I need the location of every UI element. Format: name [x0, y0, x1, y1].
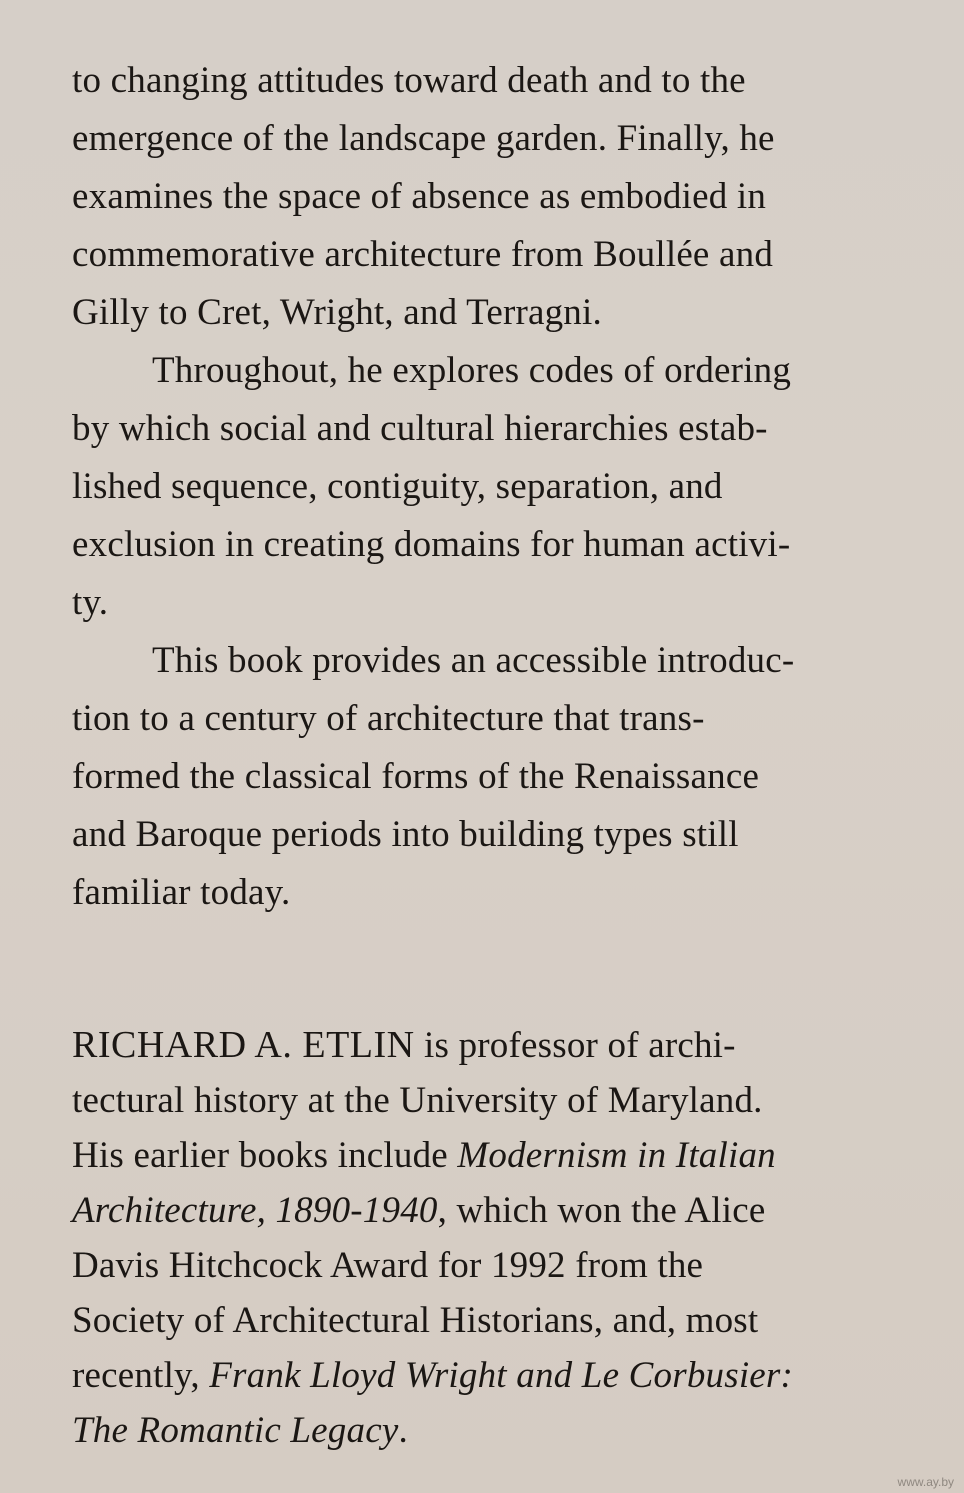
blurb-line: formed the classical forms of the Renaissance — [72, 756, 760, 797]
bio-line: Davis Hitchcock Award for 1992 from the — [72, 1245, 704, 1286]
blurb-line: Gilly to Cret, Wright, and Terragni. — [72, 292, 602, 333]
blurb-line: to changing attitudes toward death and to the — [72, 60, 746, 101]
book-title: Architecture, 1890-1940 — [72, 1190, 438, 1231]
bio-text: . — [398, 1410, 408, 1451]
bio-text: is professor of archi- — [414, 1025, 736, 1066]
bio-line: tectural history at the University of Maryland. — [72, 1080, 763, 1121]
author-name: RICHARD A. ETLIN — [72, 1024, 415, 1066]
blurb-line: Throughout, he explores codes of ordering — [152, 350, 792, 391]
blurb-line: examines the space of absence as embodied in — [72, 176, 767, 217]
book-title: Modernism in Italian — [457, 1135, 776, 1176]
blurb-text — [72, 52, 922, 922]
blurb-line: emergence of the landscape garden. Finally, he — [72, 118, 775, 159]
blurb-line: commemorative architecture from Boullée and — [72, 234, 774, 275]
bio-text: His earlier books include — [72, 1135, 458, 1176]
blurb-line: ty. — [72, 582, 109, 623]
blurb-line: familiar today. — [72, 872, 291, 913]
bio-text: , which won the Alice — [437, 1190, 766, 1231]
blurb-line: and Baroque periods into building types still — [72, 814, 739, 855]
book-title: Frank Lloyd Wright and Le Corbusier: — [209, 1355, 794, 1396]
book-title: The Romantic Legacy — [72, 1410, 399, 1451]
bio-line — [72, 1018, 922, 1073]
bio-line — [72, 1403, 922, 1458]
blurb-line: This book provides an accessible introduc- — [152, 640, 795, 681]
bio-line — [72, 1128, 922, 1183]
bio-line — [72, 1348, 922, 1403]
bio-text: recently, — [72, 1355, 210, 1396]
watermark: www.ay.by — [897, 1475, 954, 1489]
blurb-line: tion to a century of architecture that trans- — [72, 698, 705, 739]
blurb-line: exclusion in creating domains for human activi- — [72, 524, 791, 565]
blurb-line: by which social and cultural hierarchies estab- — [72, 408, 768, 449]
author-bio — [72, 1018, 922, 1458]
bio-line — [72, 1183, 922, 1238]
bio-line: Society of Architectural Historians, and, most — [72, 1300, 759, 1341]
blurb-line: lished sequence, contiguity, separation, and — [72, 466, 723, 507]
